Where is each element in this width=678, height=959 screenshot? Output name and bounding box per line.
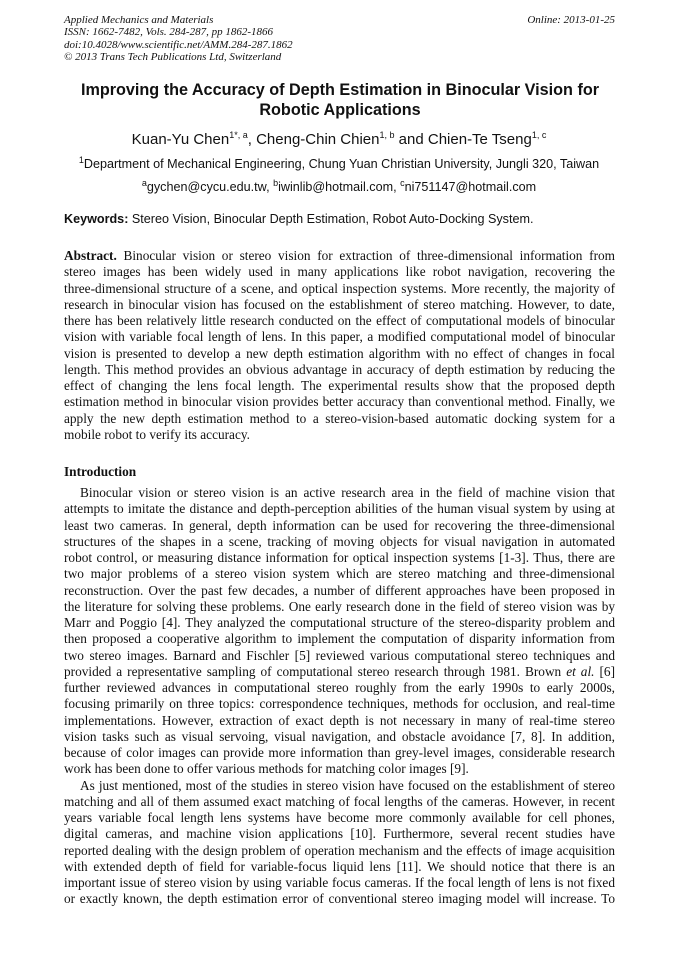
email: gychen@cycu.edu.tw	[146, 180, 267, 195]
author-sup: 1, c	[531, 130, 547, 140]
line-text: work has been done to offer various methods for matching color images [9].	[64, 761, 469, 777]
author-name: Chien-Te Tseng	[427, 131, 532, 148]
line-text: vision tasks such as visual servoing, visual navigation, and obstacle avoidance [7, 8]. In addition,	[64, 728, 615, 744]
keywords-text: Stereo Vision, Binocular Depth Estimation, Robot Auto-Docking System.	[128, 212, 534, 226]
abstract	[64, 248, 615, 443]
text-line	[64, 346, 615, 362]
text-line	[64, 583, 615, 599]
text-line	[64, 875, 615, 891]
text-line	[64, 550, 615, 566]
line-text: vision with variable focal length of lens. In this paper, a modified computational model of binocular	[64, 329, 615, 345]
line-text: or exactly known, the depth estimation error of conventional stereo imaging model will increase. To	[64, 891, 615, 907]
text-line	[64, 729, 615, 745]
line-text: least two cameras. In general, depth information can be used for recovering the three-dimensional	[64, 517, 615, 533]
author-sup: 1, b	[379, 130, 395, 140]
line-text: two major problems of a stereo vision system which are stereo matching and three-dimensional	[64, 566, 615, 582]
paper-title	[40, 80, 640, 120]
line-text: structures of the shapes in a scene, tracking of moving objects for visual navigation in automated	[64, 533, 615, 549]
text-line	[64, 713, 615, 729]
email-sup: a	[141, 178, 147, 188]
copyright: © 2013 Trans Tech Publications Ltd, Switzerland	[64, 50, 282, 63]
line-text: digital cameras, and machine vision applications [10]. Furthermore, several recent studies have	[64, 826, 615, 842]
text-line	[64, 664, 615, 680]
line-text: focusing primarily on three topics: correspondence techniques, methods for occlusion, and real-time	[64, 696, 615, 712]
line-text: because of color images can provide more information than grey-level images, considerable research	[64, 745, 615, 760]
text-line	[64, 313, 615, 329]
author-sup: 1*, a	[229, 130, 248, 140]
line-text: implementations. However, extraction of exact depth is not necessary in many of real-time stereo	[64, 712, 615, 728]
text-line	[64, 329, 615, 345]
email-sep: ,	[266, 180, 274, 195]
line-text: estimation method in binocular vision provides better accuracy than conventional method. Finally, we	[64, 394, 615, 410]
text-line	[64, 826, 615, 842]
text-line	[64, 891, 615, 907]
email: ni751147@hotmail.com	[404, 180, 537, 195]
text-line	[64, 599, 615, 615]
text-line	[64, 427, 615, 443]
text-line	[64, 534, 615, 550]
line-text: Marr and Poggio [4]. They analyzed the computational structure of the stereo-disparity problem and	[64, 615, 615, 630]
line-text: with extended depth of field for variable-focus liquid lens [11]. We should notice that there is an	[64, 858, 615, 874]
author-sep: and	[394, 131, 428, 148]
author-name: Cheng-Chin Chien	[256, 131, 380, 148]
keywords	[64, 212, 533, 226]
text-line	[64, 264, 615, 280]
text-line	[64, 501, 615, 517]
line-text: attempts to imitate the distance and depth-perception abilities of the human visual system by using at	[64, 501, 615, 517]
introduction-body	[64, 485, 615, 908]
line-text: Binocular vision or stereo vision is an active research area in the field of machine vision that	[80, 485, 615, 500]
email-sep: ,	[393, 180, 401, 195]
affiliation-text: Department of Mechanical Engineering, Chung Yuan Christian University, Jungli 320, Taiwan	[83, 157, 600, 172]
line-text: As just mentioned, most of the studies in stereo vision have focused on the establishment of stereo	[80, 777, 615, 793]
line-text: important issue of stereo vision by using variable focus cameras. If the focal length of lens is not fixed	[64, 875, 615, 890]
author-name: Kuan-Yu Chen	[131, 131, 230, 148]
italic-text: et al.	[566, 663, 595, 679]
text-line	[64, 394, 615, 410]
text-line	[64, 761, 615, 777]
line-text: reported dealing with the design problem of operation mechanism and the effects of image acquisition	[64, 842, 615, 858]
author-sep: ,	[247, 131, 257, 148]
text-line	[64, 518, 615, 534]
line-text: years variable focal length lens systems have become more commonly available for cell phones,	[64, 810, 615, 825]
title-line: Improving the Accuracy of Depth Estimation in Binocular Vision for	[80, 81, 600, 99]
line-text: two stereo images. Barnard and Fischler [5] reviewed various computational stereo techniques and	[64, 647, 615, 663]
text-line	[64, 794, 615, 810]
text-line	[64, 411, 615, 427]
keywords-label: Keywords:	[64, 212, 129, 226]
text-line	[64, 615, 615, 631]
text-line	[64, 843, 615, 859]
text-line	[64, 566, 615, 582]
line-text: provided a representative sampling of computational stereo research through 1981. Brown	[64, 663, 567, 679]
journal-name: Applied Mechanics and Materials	[64, 14, 214, 26]
text-line	[64, 810, 615, 826]
line-text: length. This method provides an obvious advantage in accuracy of depth estimation by reducing the	[64, 361, 615, 377]
text-line	[64, 378, 615, 394]
issn: ISSN: 1662-7482, Vols. 284-287, pp 1862-1866	[64, 26, 273, 39]
line-text: the literature for solving these problems. One early research done in the field of stereo vision was by	[64, 598, 615, 614]
line-text: research in binocular vision has focused on the establishment of stereo matching. However, to date,	[64, 296, 615, 312]
line-text: effect of changing the lens focal length. The experimental results show that the proposed depth	[64, 378, 615, 393]
affiliation-sup: 1	[78, 155, 84, 165]
emails	[0, 178, 678, 194]
text-line	[64, 485, 615, 501]
text-line	[64, 859, 615, 875]
abstract-label: Abstract.	[64, 248, 117, 263]
title-line: Robotic Applications	[259, 101, 421, 119]
text-line	[64, 281, 615, 297]
line-text: further reviewed advances in computational stereo roughly from the early 1990s to early 2000s,	[64, 680, 615, 695]
authors	[0, 130, 678, 148]
text-line	[64, 248, 615, 264]
email: iwinlib@hotmail.com	[278, 180, 394, 195]
text-line	[64, 297, 615, 313]
affiliation	[0, 155, 678, 171]
section-heading: Introduction	[64, 464, 137, 479]
line-text: mobile robot to verify its accuracy.	[64, 426, 250, 442]
line-text: Binocular vision or stereo vision for extraction of three-dimensional information from	[116, 248, 615, 263]
text-line	[64, 778, 615, 794]
email-sup: c	[400, 178, 405, 188]
line-text: there has been relatively little research conducted on the effect of computational models of binocular	[64, 313, 615, 328]
text-line	[64, 362, 615, 378]
text-line	[64, 680, 615, 696]
line-text: [6]	[594, 663, 615, 679]
doi: doi:10.4028/www.scientific.net/AMM.284-287.1862	[64, 38, 293, 51]
line-text: robot control, or measuring distance information for optical inspection systems [1-3]. Thus, there are	[64, 550, 615, 565]
text-line	[64, 631, 615, 647]
line-text: three-dimensional structure of a scene, and optical inspection systems. More recently, the majority of	[64, 280, 615, 296]
line-text: stereo images has been widely used in many applications like robot navigation, recovering the	[64, 264, 615, 280]
email-sup: b	[273, 178, 279, 188]
text-line	[64, 648, 615, 664]
line-text: vision is presented to develop a new depth estimation algorithm with no effect of changes in focal	[64, 345, 615, 361]
journal-header	[64, 14, 615, 63]
text-line	[64, 696, 615, 712]
line-text: matching and all of them assumed exact matching of focal lengths of the cameras. However, in recent	[64, 793, 615, 809]
text-line	[64, 745, 615, 761]
line-text: reconstruction. Over the past few decades, a number of different approaches have been proposed in	[64, 582, 615, 598]
line-text: then proposed a cooperative algorithm to implement the computation of disparity information from	[64, 631, 615, 647]
line-text: apply the new depth estimation method to a stereo-vision-based automatic docking system for a	[64, 410, 615, 426]
online-date: Online: 2013-01-25	[527, 14, 615, 26]
